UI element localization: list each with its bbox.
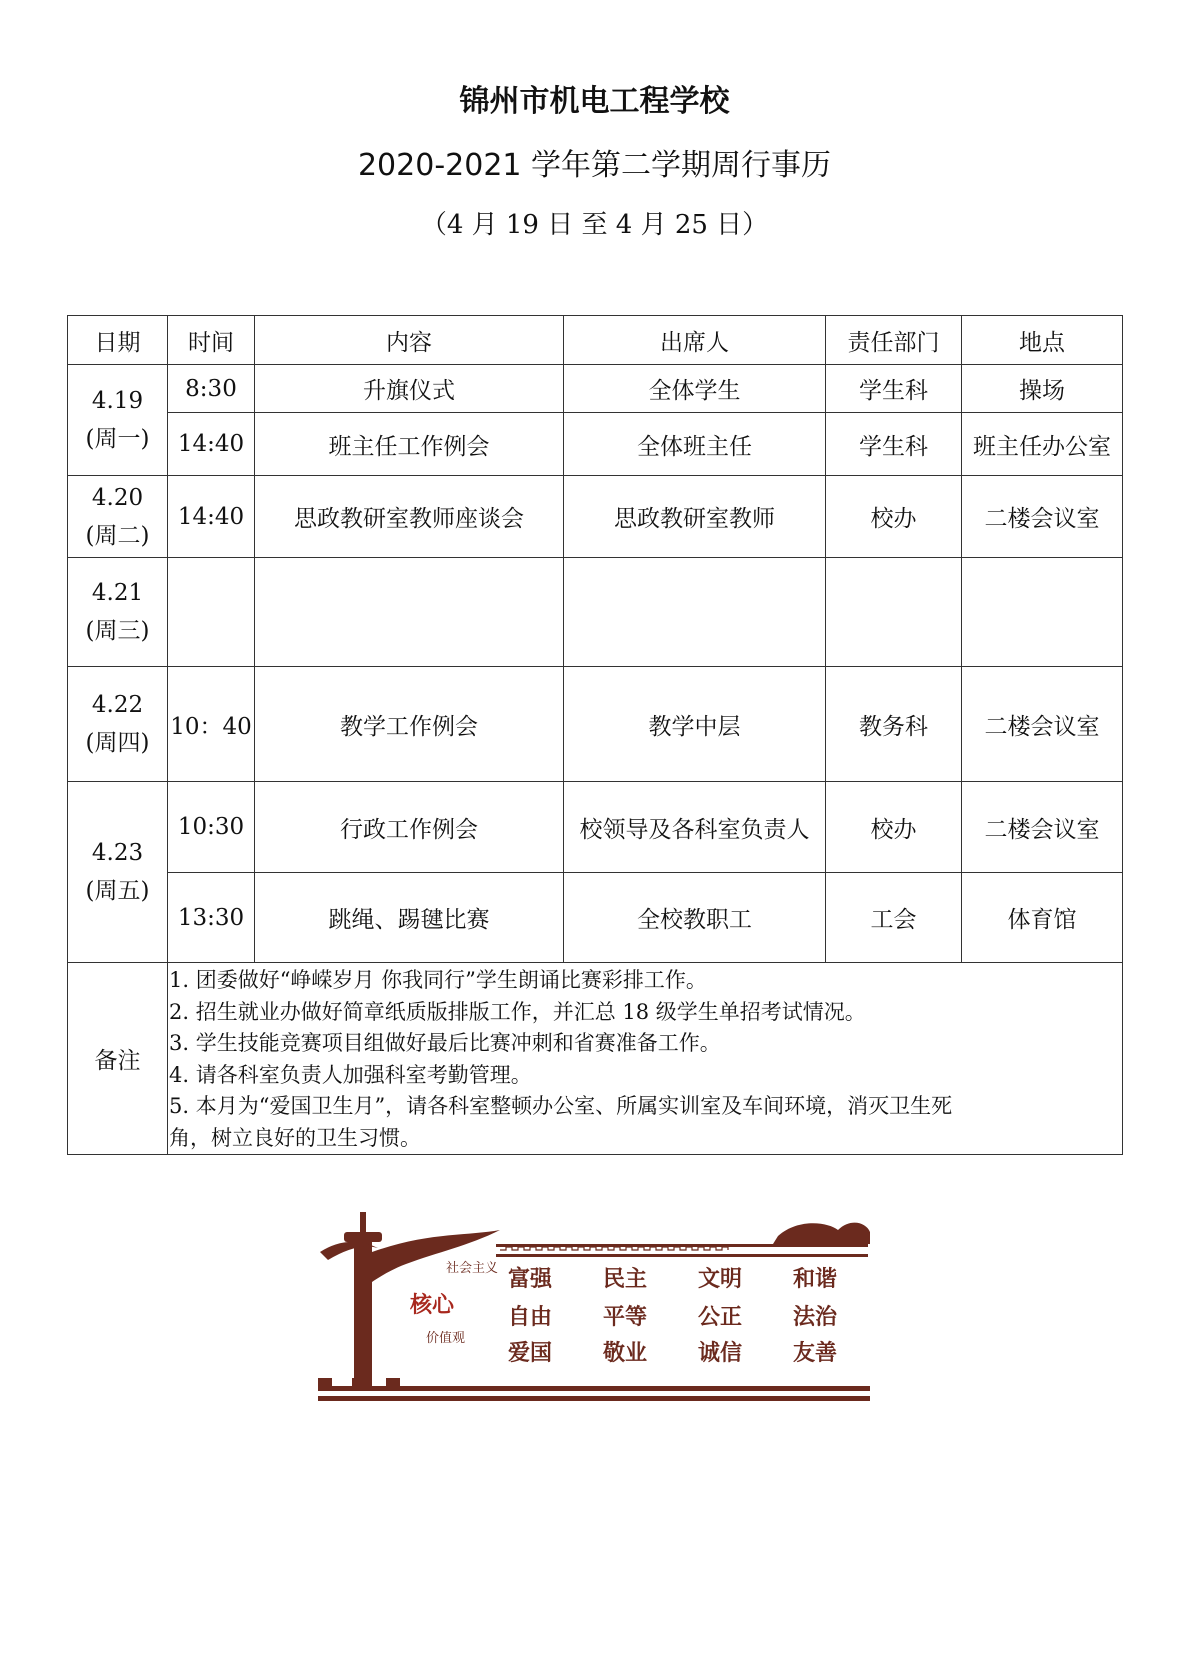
place-cell: 二楼会议室 [962, 667, 1123, 782]
content-cell [255, 558, 564, 667]
date-cell [68, 782, 168, 963]
banner-base-bar [318, 1386, 870, 1391]
col-header-time: 时间 [168, 316, 255, 365]
cloud-ornament-icon [773, 1223, 870, 1244]
attendee-cell: 思政教研室教师 [564, 476, 826, 558]
attendee-cell: 教学中层 [564, 667, 826, 782]
date-cell [68, 558, 168, 667]
time-cell: 13:30 [168, 873, 255, 963]
vertical-text-2: 核心 [410, 1292, 455, 1318]
value-text: 自由 [508, 1305, 553, 1330]
core-values-banner [318, 1212, 870, 1402]
attendee-cell [564, 558, 826, 667]
value-text: 富强 [508, 1267, 553, 1292]
time-cell: 10：40 [168, 667, 255, 782]
place-cell [962, 558, 1123, 667]
dept-cell: 学生科 [826, 413, 962, 476]
value-text: 爱国 [508, 1341, 553, 1366]
place-cell: 班主任办公室 [962, 413, 1123, 476]
col-header-content: 内容 [255, 316, 564, 365]
table-row [68, 413, 1123, 476]
note-line: 1. 团委做好“峥嵘岁月 你我同行”学生朗诵比赛彩排工作。 [169, 968, 707, 992]
school-title: 锦州市机电工程学校 [459, 84, 730, 119]
decor-band [496, 1244, 868, 1247]
col-header-attendee: 出席人 [564, 316, 826, 365]
date-cell [68, 667, 168, 782]
date-value: 4.23 [91, 840, 144, 866]
vertical-text-1: 社会主义 [446, 1261, 499, 1276]
date-cell [68, 365, 168, 476]
note-line: 3. 学生技能竞赛项目组做好最后比赛冲刺和省赛准备工作。 [169, 1031, 721, 1055]
term-title: 2020-2021 学年第二学期周行事历 [357, 148, 832, 183]
date-range: （4 月 19 日 至 4 月 25 日） [420, 210, 769, 240]
col-header-date: 日期 [68, 316, 168, 365]
date-cell [68, 476, 168, 558]
banner-base-bar [318, 1396, 870, 1401]
time-cell [168, 558, 255, 667]
table-row [68, 873, 1123, 963]
weekly-calendar-table [67, 315, 1123, 1155]
dept-cell: 学生科 [826, 365, 962, 413]
value-text: 诚信 [698, 1341, 743, 1366]
pillar-icon [354, 1238, 372, 1386]
note-line: 4. 请各科室负责人加强科室考勤管理。 [169, 1062, 532, 1087]
value-text: 法治 [793, 1305, 838, 1330]
time-cell: 10:30 [168, 782, 255, 873]
place-cell: 二楼会议室 [962, 782, 1123, 873]
weekday-value: (周二) [85, 522, 150, 549]
place-cell: 体育馆 [962, 873, 1123, 963]
dept-cell [826, 558, 962, 667]
time-cell: 14:40 [168, 413, 255, 476]
content-cell: 教学工作例会 [255, 667, 564, 782]
value-text: 敬业 [603, 1341, 648, 1366]
value-text: 公正 [698, 1305, 743, 1330]
attendee-cell: 全体班主任 [564, 413, 826, 476]
attendee-cell: 校领导及各科室负责人 [564, 782, 826, 873]
table-row [68, 667, 1123, 782]
place-cell: 操场 [962, 365, 1123, 413]
date-value: 4.20 [91, 484, 144, 511]
date-value: 4.19 [91, 388, 144, 414]
weekday-value: (周四) [85, 730, 150, 756]
dept-cell: 教务科 [826, 667, 962, 782]
content-cell: 思政教研室教师座谈会 [255, 476, 564, 558]
weekday-value: (周三) [85, 618, 150, 644]
col-header-dept: 责任部门 [826, 316, 962, 365]
table-row [68, 558, 1123, 667]
dept-cell: 校办 [826, 782, 962, 873]
attendee-cell: 全体学生 [564, 365, 826, 413]
content-cell: 跳绳、踢毽比赛 [255, 873, 564, 963]
col-header-place: 地点 [962, 316, 1123, 365]
value-text: 平等 [603, 1305, 648, 1330]
value-text: 和谐 [793, 1267, 838, 1292]
table-row [68, 476, 1123, 558]
content-cell: 升旗仪式 [255, 365, 564, 413]
vertical-text-3: 价值观 [426, 1331, 466, 1346]
dept-cell: 工会 [826, 873, 962, 963]
value-text: 友善 [793, 1341, 838, 1366]
notes-row [68, 963, 1123, 1155]
date-value: 4.22 [91, 692, 144, 718]
dept-cell: 校办 [826, 476, 962, 558]
note-line: 2. 招生就业办做好简章纸质版排版工作，并汇总 18 级学生单招考试情况。 [169, 999, 866, 1024]
note-line: 角，树立良好的卫生习惯。 [169, 1125, 421, 1150]
place-cell: 二楼会议室 [962, 476, 1123, 558]
weekday-value: (周五) [85, 878, 150, 904]
content-cell: 行政工作例会 [255, 782, 564, 873]
content-cell: 班主任工作例会 [255, 413, 564, 476]
time-cell: 14:40 [168, 476, 255, 558]
table-row [68, 782, 1123, 873]
notes-cell [168, 963, 1123, 1155]
table-row [68, 365, 1123, 413]
header-row [68, 316, 1123, 365]
date-value: 4.21 [91, 580, 144, 606]
weekday-value: (周一) [85, 426, 150, 452]
attendee-cell: 全校教职工 [564, 873, 826, 963]
time-cell: 8:30 [168, 365, 255, 413]
note-line: 5. 本月为“爱国卫生月”，请各科室整顿办公室、所属实训室及车间环境，消灭卫生死 [169, 1094, 953, 1118]
value-text: 民主 [603, 1267, 648, 1292]
value-text: 文明 [698, 1267, 743, 1292]
notes-label: 备注 [68, 963, 168, 1155]
